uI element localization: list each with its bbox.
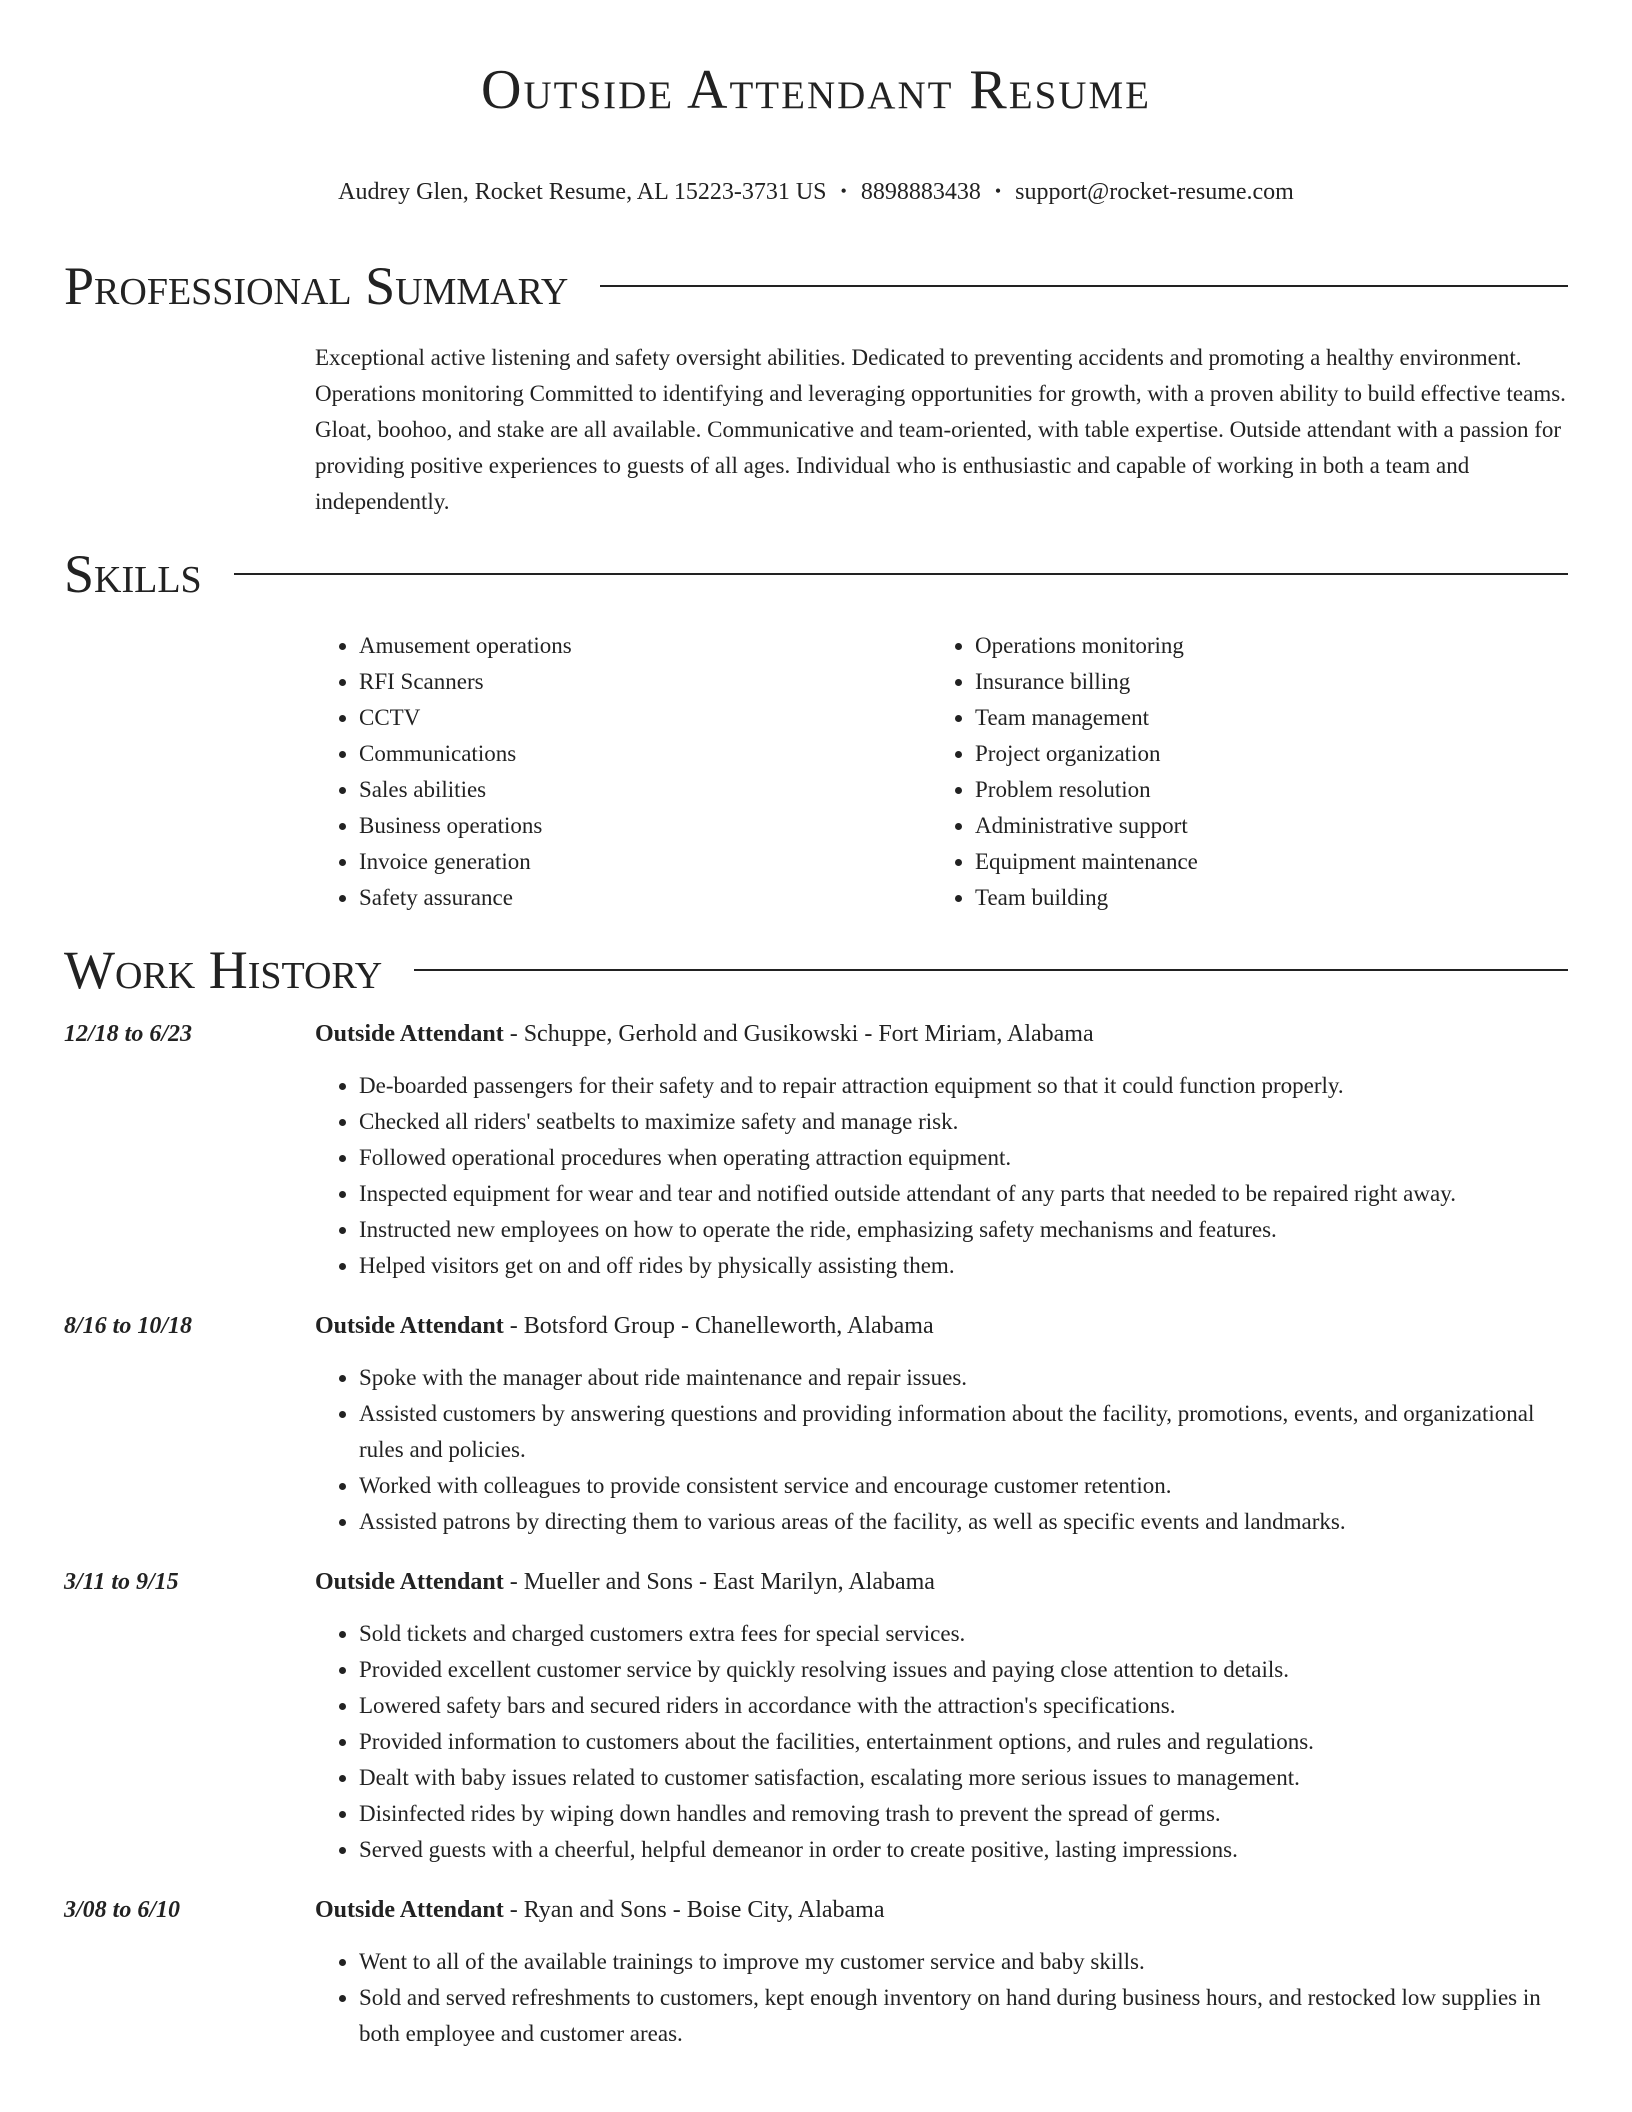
contact-line: [0, 176, 1632, 207]
job-details: - Botsford Group - Chanelleworth, Alabama: [503, 1313, 934, 1339]
job-bullet: • Instructed new employees on how to operate the ride, emphasizing safety mechanisms and features.: [359, 1212, 1568, 1248]
job-bullets: [315, 1944, 1568, 2052]
job-bullet: • Served guests with a cheerful, helpful demeanor in order to create positive, lasting impressions.: [359, 1832, 1568, 1868]
section-divider: [600, 285, 1568, 287]
job-bullet: • Worked with colleagues to provide consistent service and encourage customer retention.: [359, 1468, 1568, 1504]
contact-separator: •: [994, 181, 1002, 201]
job-bullet: • Lowered safety bars and secured riders in accordance with the attraction's specifications.: [359, 1688, 1568, 1724]
job-bullet: • Checked all riders' seatbelts to maximize safety and manage risk.: [359, 1104, 1568, 1140]
job-bullet: • Went to all of the available trainings to improve my customer service and baby skills.: [359, 1944, 1568, 1980]
skills-column-right: [931, 628, 1547, 916]
resume-title: Outside Attendant Resume: [481, 59, 1151, 121]
job-bullet: • Sold tickets and charged customers extra fees for special services.: [359, 1616, 1568, 1652]
skills-header: [64, 544, 1568, 604]
skill-item: • Operations monitoring: [975, 628, 1547, 664]
job-bullet: • Assisted customers by answering questions and providing information about the facility, promotions, events, and organizational rules and policies.: [359, 1396, 1568, 1468]
job-bullet: • Followed operational procedures when operating attraction equipment.: [359, 1140, 1568, 1176]
skill-item: • Business operations: [359, 808, 931, 844]
job-bullet: • Dealt with baby issues related to customer satisfaction, escalating more serious issues to management.: [359, 1760, 1568, 1796]
job-title: Outside Attendant: [315, 1897, 504, 1923]
job-bullet: • De-boarded passengers for their safety and to repair attraction equipment so that it could function properly.: [359, 1068, 1568, 1104]
job-header: [315, 1564, 1568, 1600]
job-bullet: • Provided information to customers about the facilities, entertainment options, and rules and regulations.: [359, 1724, 1568, 1760]
skill-item: • Amusement operations: [359, 628, 931, 664]
job-bullet: • Disinfected rides by wiping down handles and removing trash to prevent the spread of germs.: [359, 1796, 1568, 1832]
skills-heading: Skills: [64, 544, 202, 604]
skill-item: • Problem resolution: [975, 772, 1547, 808]
skill-item: • Team building: [975, 880, 1547, 916]
skill-item: • Project organization: [975, 736, 1547, 772]
work-history-section: [64, 940, 1568, 2052]
job-header: [315, 1308, 1568, 1344]
job-entry: [64, 1308, 1568, 1540]
skill-item: • Equipment maintenance: [975, 844, 1547, 880]
job-dates: 3/11 to 9/15: [64, 1569, 179, 1595]
summary-section: [64, 256, 1568, 520]
skill-item: • Invoice generation: [359, 844, 931, 880]
skill-item: • RFI Scanners: [359, 664, 931, 700]
job-entry: [64, 1564, 1568, 1868]
skill-item: • Team management: [975, 700, 1547, 736]
skills-column-left: [315, 628, 931, 916]
job-bullet: • Provided excellent customer service by quickly resolving issues and paying close attention to details.: [359, 1652, 1568, 1688]
skills-list-right: [931, 628, 1547, 916]
contact-address: Audrey Glen, Rocket Resume, AL 15223-3731 US: [338, 179, 827, 205]
job-title: Outside Attendant: [315, 1021, 504, 1047]
work-history-heading: Work History: [64, 940, 383, 1000]
job-details: - Schuppe, Gerhold and Gusikowski - Fort Miriam, Alabama: [503, 1021, 1094, 1047]
job-bullets: [315, 1360, 1568, 1540]
skills-grid: [315, 628, 1568, 916]
job-dates: 8/16 to 10/18: [64, 1313, 193, 1339]
skill-item: • Insurance billing: [975, 664, 1547, 700]
skills-section: [64, 544, 1568, 916]
skill-item: • Administrative support: [975, 808, 1547, 844]
skill-item: • CCTV: [359, 700, 931, 736]
section-divider: [234, 573, 1568, 575]
job-entry: [64, 1016, 1568, 1284]
job-header: [315, 1016, 1568, 1052]
skills-list-left: [315, 628, 931, 916]
job-details: - Ryan and Sons - Boise City, Alabama: [503, 1897, 885, 1923]
summary-text: Exceptional active listening and safety oversight abilities. Dedicated to preventing accidents and promoting a healthy environment. Operations monitoring Committed to identifying and leveraging opportunities for growth, with a proven ability to build effective teams. Gloat, boohoo, and stake are all available. Communicative and team-oriented, with table expertise. Outside attendant with a passion for providing positive experiences to guests of all ages. Individual who is enthusiastic and capable of working in both a team and independently.: [315, 345, 1566, 514]
job-bullet: • Assisted patrons by directing them to various areas of the facility, as well as specific events and landmarks.: [359, 1504, 1568, 1540]
job-bullet: • Sold and served refreshments to customers, kept enough inventory on hand during business hours, and restocked low supplies in both employee and customer areas.: [359, 1980, 1568, 2052]
skill-item: • Safety assurance: [359, 880, 931, 916]
job-dates: 12/18 to 6/23: [64, 1021, 193, 1047]
summary-heading: Professional Summary: [64, 256, 569, 316]
section-divider: [414, 969, 1568, 971]
contact-email: support@rocket-resume.com: [1015, 179, 1294, 205]
summary-header: [64, 256, 1568, 316]
job-header: [315, 1892, 1568, 1928]
work-history-header: [64, 940, 1568, 1000]
job-dates: 3/08 to 6/10: [64, 1897, 181, 1923]
job-bullets: [315, 1616, 1568, 1868]
skill-item: • Communications: [359, 736, 931, 772]
contact-phone: 8898883438: [860, 179, 981, 205]
job-title: Outside Attendant: [315, 1569, 504, 1595]
job-entry: [64, 1892, 1568, 2052]
job-bullets: [315, 1068, 1568, 1284]
skill-item: • Sales abilities: [359, 772, 931, 808]
job-details: - Mueller and Sons - East Marilyn, Alabama: [503, 1569, 935, 1595]
job-title: Outside Attendant: [315, 1313, 504, 1339]
job-bullet: • Spoke with the manager about ride maintenance and repair issues.: [359, 1360, 1568, 1396]
contact-separator: •: [840, 181, 847, 201]
job-bullet: • Inspected equipment for wear and tear and notified outside attendant of any parts that needed to be repaired right away.: [359, 1176, 1568, 1212]
job-bullet: • Helped visitors get on and off rides by physically assisting them.: [359, 1248, 1568, 1284]
